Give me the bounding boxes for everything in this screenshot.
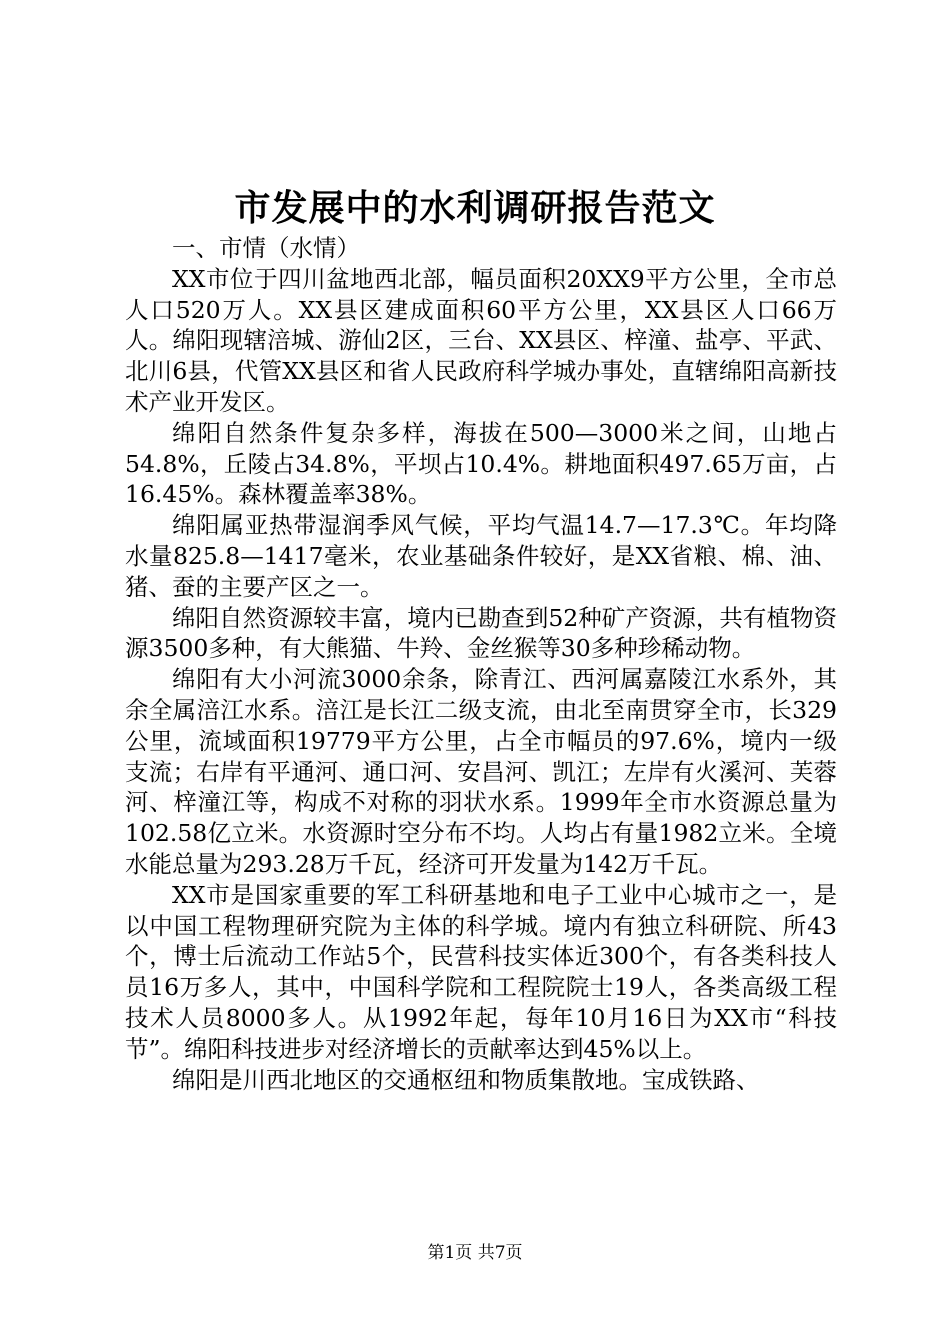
paragraph-resources: 绵阳自然资源较丰富，境内已勘查到52种矿产资源，共有植物资源3500多种，有大熊猫、牛羚、金丝猴等30多种珍稀动物。 xyxy=(125,603,837,663)
page-footer: 第1页 共7页 xyxy=(427,1243,523,1263)
paragraph-rivers: 绵阳有大小河流3000余条，除青江、西河属嘉陵江水系外，其余全属涪江水系。涪江是长江二级支流，由北至南贯穿全市，长329公里，流域面积19779平方公里，占全市幅员的97.6%，境内一级支流；右岸有平通河、通口河、安昌河、凯江；左岸有火溪河、芙蓉河、梓潼江等，构成不对称的羽状水系。1999年全市水资源总量为102.58亿立米。水资源时空分布不均。人均占有量1982立米。全境水能总量为293.28万千瓦，经济可开发量为142万千瓦。 xyxy=(125,665,837,878)
section-heading: 一、市情（水情） xyxy=(172,234,360,262)
paragraph-science: XX市是国家重要的军工科研基地和电子工业中心城市之一，是以中国工程物理研究院为主体的科学城。境内有独立科研院、所43个，博士后流动工作站5个，民营科技实体近300个，有各类科技人员16万多人，其中，中国科学院和工程院院士19人，各类高级工程技术人员8000多人。从1992年起，每年10月16日为XX市“科技节”。绵阳科技进步对经济增长的贡献率达到45%以上。 xyxy=(125,880,837,1063)
paragraph-overview: XX市位于四川盆地西北部，幅员面积20XX9平方公里，全市总人口520万人。XX县区建成面积60平方公里，XX县区人口66万人。绵阳现辖涪城、游仙2区，三台、XX县区、梓潼、盐亭、平武、北川6县，代管XX县区和省人民政府科学城办事处，直辖绵阳高新技术产业开发区。 xyxy=(125,264,837,416)
document-body xyxy=(125,233,837,1095)
paragraph-transport: 绵阳是川西北地区的交通枢纽和物质集散地。宝成铁路、 xyxy=(172,1065,760,1094)
paragraph-terrain: 绵阳自然条件复杂多样，海拔在500—3000米之间，山地占54.8%，丘陵占34.8%，平坝占10.4%。耕地面积497.65万亩，占16.45%。森林覆盖率38%。 xyxy=(125,418,837,509)
paragraph-climate: 绵阳属亚热带湿润季风气候，平均气温14.7—17.3℃。年均降水量825.8—1417毫米，农业基础条件较好，是XX省粮、棉、油、猪、蚕的主要产区之一。 xyxy=(125,511,837,601)
document-title: 市发展中的水利调研报告范文 xyxy=(234,187,716,229)
